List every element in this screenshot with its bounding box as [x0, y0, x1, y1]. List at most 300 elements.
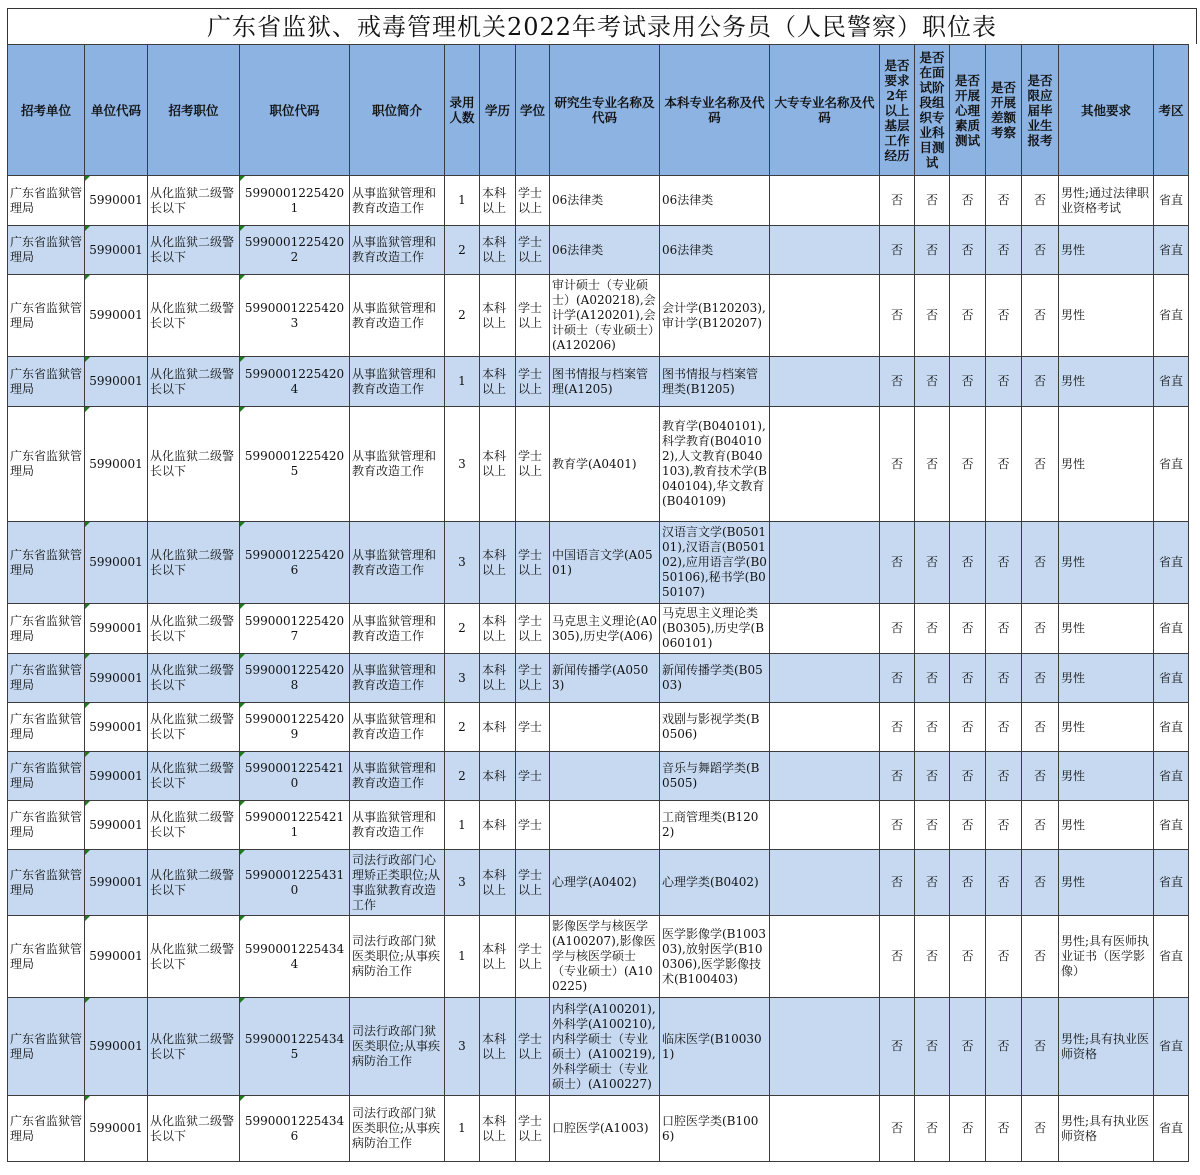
cell-area: 省直 [1154, 226, 1189, 275]
cell-bach: 06法律类 [660, 226, 770, 275]
cell-area: 省直 [1154, 850, 1189, 916]
column-header-bach: 本科专业名称及代码 [660, 45, 770, 176]
cell-other: 男性;具有执业医师资格 [1059, 998, 1154, 1096]
cell-unit-code: 5990001 [85, 1096, 148, 1162]
cell-diff: 否 [986, 916, 1022, 998]
cell-unit: 广东省监狱管理局 [8, 850, 85, 916]
table-row [8, 407, 1189, 522]
cell-psy: 否 [950, 226, 986, 275]
cell-grad: 内科学(A100201),外科学(A100210),内科学硕士（专业硕士）(A100219),外科学硕士（专业硕士）(A100227) [550, 998, 660, 1096]
cell-unit: 广东省监狱管理局 [8, 176, 85, 226]
cell-num: 1 [445, 176, 480, 226]
cell-desc: 司法行政部门狱医类职位;从事疾病防治工作 [350, 916, 445, 998]
cell-grad: 06法律类 [550, 226, 660, 275]
cell-grad: 马克思主义理论(A0305),历史学(A06) [550, 604, 660, 654]
cell-post-code: 59900012254202 [240, 226, 350, 275]
cell-post: 从化监狱二级警长以下 [148, 850, 240, 916]
cell-test: 否 [915, 998, 950, 1096]
cell-other: 男性 [1059, 752, 1154, 801]
cell-psy: 否 [950, 801, 986, 850]
cell-unit: 广东省监狱管理局 [8, 801, 85, 850]
cell-exp: 否 [880, 176, 915, 226]
cell-test: 否 [915, 275, 950, 357]
cell-fresh: 否 [1022, 1096, 1059, 1162]
cell-post: 从化监狱二级警长以下 [148, 226, 240, 275]
cell-psy: 否 [950, 916, 986, 998]
cell-degree: 学士以上 [516, 916, 550, 998]
job-table-sheet [7, 8, 1197, 1162]
cell-unit: 广东省监狱管理局 [8, 654, 85, 703]
cell-num: 2 [445, 604, 480, 654]
cell-exp: 否 [880, 916, 915, 998]
column-header-college: 大专专业名称及代码 [770, 45, 880, 176]
cell-psy: 否 [950, 703, 986, 752]
cell-post-code: 59900012254346 [240, 1096, 350, 1162]
cell-desc: 从事监狱管理和教育改造工作 [350, 703, 445, 752]
column-header-psy: 是否开展心理素质测试 [950, 45, 986, 176]
cell-test: 否 [915, 522, 950, 604]
cell-post-code: 59900012254345 [240, 998, 350, 1096]
cell-num: 1 [445, 1096, 480, 1162]
cell-diff: 否 [986, 1096, 1022, 1162]
cell-other: 男性 [1059, 850, 1154, 916]
cell-test: 否 [915, 801, 950, 850]
cell-edu: 本科以上 [480, 604, 516, 654]
cell-other: 男性;通过法律职业资格考试 [1059, 176, 1154, 226]
cell-edu: 本科以上 [480, 916, 516, 998]
cell-unit: 广东省监狱管理局 [8, 752, 85, 801]
cell-fresh: 否 [1022, 604, 1059, 654]
cell-desc: 从事监狱管理和教育改造工作 [350, 522, 445, 604]
table-row [8, 1096, 1189, 1162]
cell-college [770, 604, 880, 654]
cell-desc: 从事监狱管理和教育改造工作 [350, 654, 445, 703]
cell-diff: 否 [986, 275, 1022, 357]
cell-unit: 广东省监狱管理局 [8, 604, 85, 654]
cell-test: 否 [915, 752, 950, 801]
cell-desc: 从事监狱管理和教育改造工作 [350, 407, 445, 522]
cell-fresh: 否 [1022, 998, 1059, 1096]
cell-num: 3 [445, 998, 480, 1096]
cell-area: 省直 [1154, 1096, 1189, 1162]
cell-psy: 否 [950, 1096, 986, 1162]
table-row [8, 850, 1189, 916]
cell-num: 2 [445, 226, 480, 275]
cell-diff: 否 [986, 407, 1022, 522]
cell-unit-code: 5990001 [85, 522, 148, 604]
cell-test: 否 [915, 654, 950, 703]
cell-post: 从化监狱二级警长以下 [148, 176, 240, 226]
column-header-grad: 研究生专业名称及代码 [550, 45, 660, 176]
cell-degree: 学士以上 [516, 522, 550, 604]
cell-unit-code: 5990001 [85, 752, 148, 801]
cell-exp: 否 [880, 998, 915, 1096]
cell-fresh: 否 [1022, 176, 1059, 226]
cell-fresh: 否 [1022, 275, 1059, 357]
table-row [8, 275, 1189, 357]
cell-degree: 学士以上 [516, 1096, 550, 1162]
column-header-post: 招考职位 [148, 45, 240, 176]
cell-grad [550, 703, 660, 752]
column-header-post-code: 职位代码 [240, 45, 350, 176]
cell-psy: 否 [950, 998, 986, 1096]
cell-bach: 医学影像学(B100303),放射医学(B100306),医学影像技术(B100403) [660, 916, 770, 998]
cell-bach: 汉语言文学(B050101),汉语言(B050102),应用语言学(B050106),秘书学(B050107) [660, 522, 770, 604]
cell-degree: 学士以上 [516, 850, 550, 916]
cell-bach: 音乐与舞蹈学类(B0505) [660, 752, 770, 801]
cell-area: 省直 [1154, 703, 1189, 752]
cell-unit-code: 5990001 [85, 654, 148, 703]
cell-num: 1 [445, 801, 480, 850]
cell-post-code: 59900012254204 [240, 357, 350, 407]
cell-college [770, 522, 880, 604]
cell-area: 省直 [1154, 752, 1189, 801]
cell-other: 男性 [1059, 703, 1154, 752]
positions-table [7, 44, 1189, 1162]
column-header-desc: 职位简介 [350, 45, 445, 176]
cell-diff: 否 [986, 654, 1022, 703]
cell-edu: 本科以上 [480, 850, 516, 916]
cell-grad: 审计硕士（专业硕士）(A020218),会计学(A120201),会计硕士（专业硕士）(A120206) [550, 275, 660, 357]
cell-edu: 本科 [480, 801, 516, 850]
cell-bach: 心理学类(B0402) [660, 850, 770, 916]
cell-test: 否 [915, 176, 950, 226]
table-row [8, 752, 1189, 801]
cell-unit-code: 5990001 [85, 916, 148, 998]
cell-fresh: 否 [1022, 357, 1059, 407]
cell-post-code: 59900012254208 [240, 654, 350, 703]
cell-grad: 06法律类 [550, 176, 660, 226]
cell-post-code: 59900012254205 [240, 407, 350, 522]
cell-degree: 学士以上 [516, 407, 550, 522]
cell-other: 男性 [1059, 654, 1154, 703]
cell-grad: 教育学(A0401) [550, 407, 660, 522]
column-header-exp: 是否要求2年以上基层工作经历 [880, 45, 915, 176]
cell-diff: 否 [986, 998, 1022, 1096]
cell-bach: 图书情报与档案管理类(B1205) [660, 357, 770, 407]
column-header-test: 是否在面试阶段组织专业科目测试 [915, 45, 950, 176]
cell-edu: 本科以上 [480, 998, 516, 1096]
cell-fresh: 否 [1022, 226, 1059, 275]
cell-diff: 否 [986, 604, 1022, 654]
cell-post-code: 59900012254201 [240, 176, 350, 226]
cell-area: 省直 [1154, 275, 1189, 357]
cell-post: 从化监狱二级警长以下 [148, 604, 240, 654]
cell-num: 2 [445, 752, 480, 801]
cell-desc: 从事监狱管理和教育改造工作 [350, 357, 445, 407]
cell-area: 省直 [1154, 654, 1189, 703]
cell-degree: 学士 [516, 703, 550, 752]
cell-unit-code: 5990001 [85, 998, 148, 1096]
cell-desc: 司法行政部门心理矫正类职位;从事监狱教育改造工作 [350, 850, 445, 916]
cell-post: 从化监狱二级警长以下 [148, 1096, 240, 1162]
cell-edu: 本科以上 [480, 357, 516, 407]
cell-other: 男性;具有医师执业证书（医学影像） [1059, 916, 1154, 998]
cell-bach: 06法律类 [660, 176, 770, 226]
cell-diff: 否 [986, 801, 1022, 850]
cell-unit-code: 5990001 [85, 703, 148, 752]
cell-fresh: 否 [1022, 703, 1059, 752]
cell-exp: 否 [880, 752, 915, 801]
cell-unit: 广东省监狱管理局 [8, 357, 85, 407]
cell-bach: 临床医学(B100301) [660, 998, 770, 1096]
cell-post-code: 59900012254203 [240, 275, 350, 357]
cell-grad: 影像医学与核医学(A100207),影像医学与核医学硕士（专业硕士）(A100225) [550, 916, 660, 998]
column-header-edu: 学历 [480, 45, 516, 176]
cell-grad [550, 752, 660, 801]
cell-fresh: 否 [1022, 752, 1059, 801]
cell-psy: 否 [950, 357, 986, 407]
cell-degree: 学士以上 [516, 176, 550, 226]
cell-psy: 否 [950, 522, 986, 604]
cell-edu: 本科以上 [480, 654, 516, 703]
cell-unit-code: 5990001 [85, 604, 148, 654]
cell-diff: 否 [986, 850, 1022, 916]
cell-num: 3 [445, 407, 480, 522]
cell-degree: 学士以上 [516, 357, 550, 407]
cell-area: 省直 [1154, 357, 1189, 407]
cell-edu: 本科以上 [480, 226, 516, 275]
cell-edu: 本科以上 [480, 1096, 516, 1162]
cell-college [770, 850, 880, 916]
cell-edu: 本科以上 [480, 176, 516, 226]
cell-exp: 否 [880, 226, 915, 275]
cell-area: 省直 [1154, 522, 1189, 604]
cell-post: 从化监狱二级警长以下 [148, 916, 240, 998]
cell-unit: 广东省监狱管理局 [8, 226, 85, 275]
cell-psy: 否 [950, 604, 986, 654]
cell-area: 省直 [1154, 801, 1189, 850]
cell-other: 男性 [1059, 407, 1154, 522]
cell-college [770, 1096, 880, 1162]
cell-college [770, 654, 880, 703]
cell-other: 男性 [1059, 522, 1154, 604]
cell-unit-code: 5990001 [85, 850, 148, 916]
cell-college [770, 703, 880, 752]
cell-post: 从化监狱二级警长以下 [148, 654, 240, 703]
cell-exp: 否 [880, 522, 915, 604]
cell-test: 否 [915, 407, 950, 522]
cell-post-code: 59900012254206 [240, 522, 350, 604]
cell-diff: 否 [986, 752, 1022, 801]
cell-desc: 从事监狱管理和教育改造工作 [350, 752, 445, 801]
cell-num: 2 [445, 703, 480, 752]
table-row [8, 604, 1189, 654]
cell-fresh: 否 [1022, 801, 1059, 850]
cell-other: 男性 [1059, 226, 1154, 275]
cell-other: 男性 [1059, 604, 1154, 654]
cell-bach: 戏剧与影视学类(B0506) [660, 703, 770, 752]
cell-post: 从化监狱二级警长以下 [148, 703, 240, 752]
cell-psy: 否 [950, 176, 986, 226]
cell-num: 1 [445, 357, 480, 407]
table-row [8, 703, 1189, 752]
cell-unit-code: 5990001 [85, 407, 148, 522]
cell-fresh: 否 [1022, 850, 1059, 916]
cell-unit: 广东省监狱管理局 [8, 998, 85, 1096]
cell-unit-code: 5990001 [85, 357, 148, 407]
cell-num: 3 [445, 850, 480, 916]
cell-post: 从化监狱二级警长以下 [148, 801, 240, 850]
cell-test: 否 [915, 703, 950, 752]
cell-bach: 马克思主义理论类(B0305),历史学(B060101) [660, 604, 770, 654]
cell-post: 从化监狱二级警长以下 [148, 522, 240, 604]
cell-unit-code: 5990001 [85, 176, 148, 226]
cell-diff: 否 [986, 176, 1022, 226]
cell-post: 从化监狱二级警长以下 [148, 407, 240, 522]
cell-area: 省直 [1154, 176, 1189, 226]
cell-post-code: 59900012254209 [240, 703, 350, 752]
table-row [8, 916, 1189, 998]
column-header-other: 其他要求 [1059, 45, 1154, 176]
table-row [8, 998, 1189, 1096]
cell-unit: 广东省监狱管理局 [8, 275, 85, 357]
cell-college [770, 407, 880, 522]
cell-desc: 从事监狱管理和教育改造工作 [350, 226, 445, 275]
cell-edu: 本科 [480, 752, 516, 801]
cell-exp: 否 [880, 275, 915, 357]
cell-college [770, 176, 880, 226]
cell-college [770, 916, 880, 998]
cell-num: 2 [445, 275, 480, 357]
cell-bach: 口腔医学类(B1006) [660, 1096, 770, 1162]
cell-post: 从化监狱二级警长以下 [148, 275, 240, 357]
cell-bach: 教育学(B040101),科学教育(B040102),人文教育(B040103),教育技术学(B040104),华文教育(B040109) [660, 407, 770, 522]
cell-exp: 否 [880, 801, 915, 850]
cell-exp: 否 [880, 850, 915, 916]
cell-diff: 否 [986, 357, 1022, 407]
cell-college [770, 801, 880, 850]
column-header-unit-code: 单位代码 [85, 45, 148, 176]
cell-college [770, 275, 880, 357]
cell-other: 男性;具有执业医师资格 [1059, 1096, 1154, 1162]
cell-post-code: 59900012254210 [240, 752, 350, 801]
cell-exp: 否 [880, 604, 915, 654]
cell-degree: 学士 [516, 752, 550, 801]
cell-college [770, 998, 880, 1096]
cell-test: 否 [915, 604, 950, 654]
cell-num: 1 [445, 916, 480, 998]
cell-edu: 本科以上 [480, 407, 516, 522]
table-row [8, 654, 1189, 703]
column-header-degree: 学位 [516, 45, 550, 176]
cell-num: 3 [445, 522, 480, 604]
header-row [8, 45, 1189, 176]
cell-post-code: 59900012254207 [240, 604, 350, 654]
table-row [8, 801, 1189, 850]
cell-unit: 广东省监狱管理局 [8, 407, 85, 522]
cell-degree: 学士以上 [516, 275, 550, 357]
cell-exp: 否 [880, 654, 915, 703]
cell-post-code: 59900012254211 [240, 801, 350, 850]
table-row [8, 357, 1189, 407]
cell-desc: 从事监狱管理和教育改造工作 [350, 604, 445, 654]
cell-post-code: 59900012254310 [240, 850, 350, 916]
cell-other: 男性 [1059, 275, 1154, 357]
cell-college [770, 357, 880, 407]
cell-bach: 会计学(B120203),审计学(B120207) [660, 275, 770, 357]
cell-psy: 否 [950, 275, 986, 357]
cell-grad: 新闻传播学(A0503) [550, 654, 660, 703]
cell-post: 从化监狱二级警长以下 [148, 998, 240, 1096]
cell-exp: 否 [880, 1096, 915, 1162]
cell-desc: 司法行政部门狱医类职位;从事疾病防治工作 [350, 1096, 445, 1162]
cell-unit-code: 5990001 [85, 801, 148, 850]
cell-grad: 口腔医学(A1003) [550, 1096, 660, 1162]
cell-post-code: 59900012254344 [240, 916, 350, 998]
cell-bach: 新闻传播学类(B0503) [660, 654, 770, 703]
table-body [8, 176, 1189, 1162]
cell-unit: 广东省监狱管理局 [8, 522, 85, 604]
cell-exp: 否 [880, 357, 915, 407]
cell-grad: 图书情报与档案管理(A1205) [550, 357, 660, 407]
column-header-num: 录用人数 [445, 45, 480, 176]
cell-degree: 学士 [516, 801, 550, 850]
cell-desc: 司法行政部门狱医类职位;从事疾病防治工作 [350, 998, 445, 1096]
cell-post: 从化监狱二级警长以下 [148, 357, 240, 407]
cell-grad: 心理学(A0402) [550, 850, 660, 916]
table-row [8, 176, 1189, 226]
cell-unit-code: 5990001 [85, 226, 148, 275]
cell-desc: 从事监狱管理和教育改造工作 [350, 801, 445, 850]
cell-degree: 学士以上 [516, 226, 550, 275]
cell-psy: 否 [950, 752, 986, 801]
cell-exp: 否 [880, 703, 915, 752]
cell-post: 从化监狱二级警长以下 [148, 752, 240, 801]
cell-other: 男性 [1059, 357, 1154, 407]
cell-psy: 否 [950, 850, 986, 916]
cell-diff: 否 [986, 226, 1022, 275]
table-row [8, 226, 1189, 275]
cell-degree: 学士以上 [516, 604, 550, 654]
cell-grad [550, 801, 660, 850]
cell-college [770, 752, 880, 801]
cell-college [770, 226, 880, 275]
cell-area: 省直 [1154, 998, 1189, 1096]
cell-unit: 广东省监狱管理局 [8, 703, 85, 752]
table-row [8, 522, 1189, 604]
cell-desc: 从事监狱管理和教育改造工作 [350, 176, 445, 226]
cell-degree: 学士以上 [516, 998, 550, 1096]
cell-bach: 工商管理类(B1202) [660, 801, 770, 850]
cell-test: 否 [915, 357, 950, 407]
cell-test: 否 [915, 850, 950, 916]
cell-grad: 中国语言文学(A0501) [550, 522, 660, 604]
cell-psy: 否 [950, 407, 986, 522]
cell-unit: 广东省监狱管理局 [8, 1096, 85, 1162]
cell-area: 省直 [1154, 916, 1189, 998]
column-header-diff: 是否开展差额考察 [986, 45, 1022, 176]
cell-edu: 本科 [480, 703, 516, 752]
column-header-unit: 招考单位 [8, 45, 85, 176]
cell-test: 否 [915, 1096, 950, 1162]
cell-test: 否 [915, 226, 950, 275]
cell-unit-code: 5990001 [85, 275, 148, 357]
cell-psy: 否 [950, 654, 986, 703]
cell-area: 省直 [1154, 604, 1189, 654]
column-header-fresh: 是否限应届毕业生报考 [1022, 45, 1059, 176]
cell-diff: 否 [986, 522, 1022, 604]
cell-exp: 否 [880, 407, 915, 522]
page-title: 广东省监狱、戒毒管理机关2022年考试录用公务员（人民警察）职位表 [7, 8, 1197, 44]
cell-edu: 本科以上 [480, 522, 516, 604]
cell-fresh: 否 [1022, 522, 1059, 604]
cell-degree: 学士以上 [516, 654, 550, 703]
cell-other: 男性 [1059, 801, 1154, 850]
cell-area: 省直 [1154, 407, 1189, 522]
cell-fresh: 否 [1022, 916, 1059, 998]
cell-test: 否 [915, 916, 950, 998]
